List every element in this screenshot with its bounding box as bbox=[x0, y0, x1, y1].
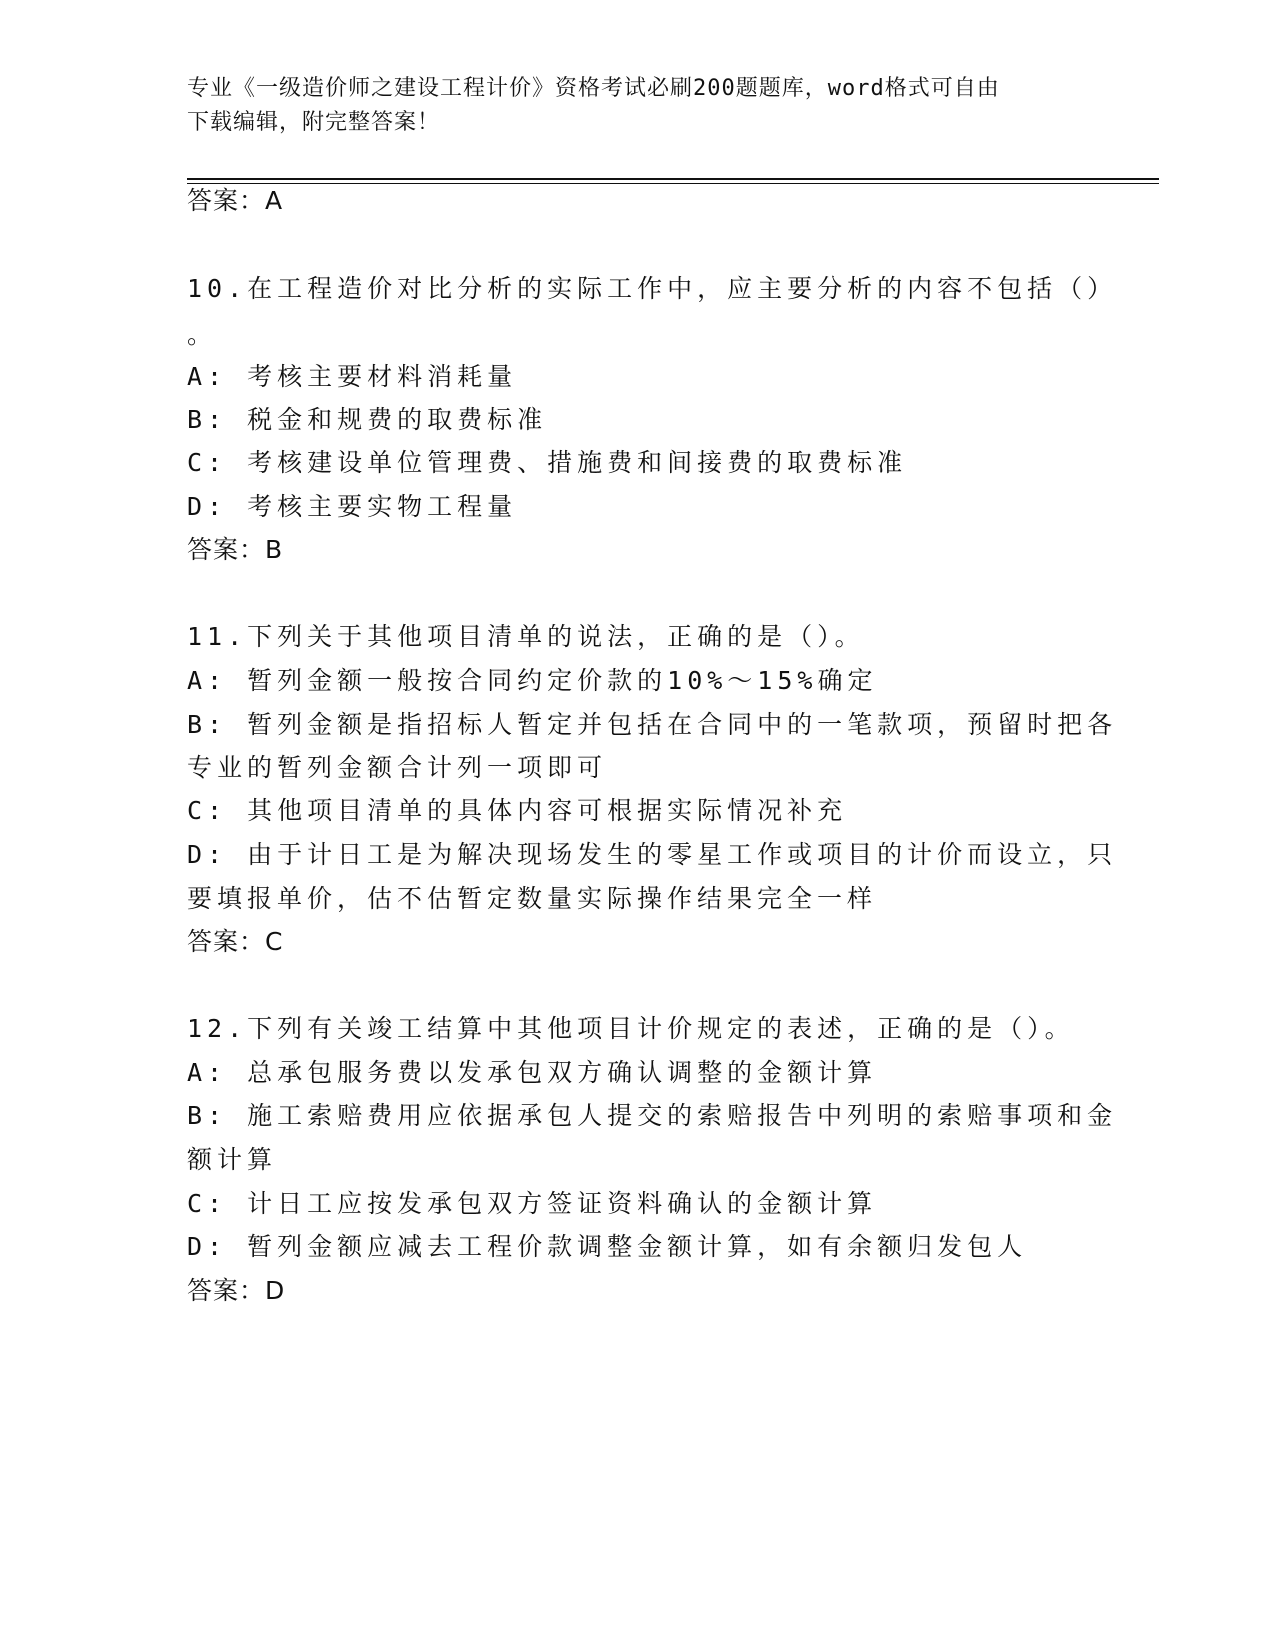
question-11-stem: 11.下列关于其他项目清单的说法，正确的是（）。 bbox=[187, 622, 865, 651]
question-10-option-c: C: 考核建设单位管理费、措施费和间接费的取费标准 bbox=[187, 448, 908, 477]
question-12-option-a: A: 总承包服务费以发承包双方确认调整的金额计算 bbox=[187, 1058, 878, 1087]
question-10-option-d: D: 考核主要实物工程量 bbox=[187, 492, 518, 521]
question-11-option-d-cont: 要填报单价，估不估暂定数量实际操作结果完全一样 bbox=[187, 884, 878, 913]
page-header bbox=[187, 72, 1087, 140]
header-line-1: 专业《一级造价师之建设工程计价》资格考试必刷200题题库，word格式可自由 bbox=[187, 76, 1000, 101]
answer-12: 答案：D bbox=[187, 1276, 286, 1305]
question-12-option-b-cont: 额计算 bbox=[187, 1145, 278, 1174]
answer-11: 答案：C bbox=[187, 927, 284, 956]
question-11-option-b: B: 暂列金额是指招标人暂定并包括在合同中的一笔款项，预留时把各 bbox=[187, 710, 1118, 739]
question-10-option-a: A: 考核主要材料消耗量 bbox=[187, 362, 518, 391]
question-11-option-b-cont: 专业的暂列金额合计列一项即可 bbox=[187, 753, 608, 782]
question-10-stem: 10.在工程造价对比分析的实际工作中，应主要分析的内容不包括（） bbox=[187, 274, 1118, 303]
answer-10: 答案：B bbox=[187, 535, 284, 564]
header-line-2: 下载编辑，附完整答案！ bbox=[187, 110, 441, 135]
header-divider-thick bbox=[187, 178, 1159, 180]
question-10-option-b: B: 税金和规费的取费标准 bbox=[187, 405, 548, 434]
answer-9: 答案：A bbox=[187, 186, 284, 215]
question-12-option-d: D: 暂列金额应减去工程价款调整金额计算，如有余额归发包人 bbox=[187, 1232, 1028, 1261]
question-12-option-b: B: 施工索赔费用应依据承包人提交的索赔报告中列明的索赔事项和金 bbox=[187, 1101, 1118, 1130]
question-12-option-c: C: 计日工应按发承包双方签证资料确认的金额计算 bbox=[187, 1189, 878, 1218]
question-12-stem: 12.下列有关竣工结算中其他项目计价规定的表述，正确的是（）。 bbox=[187, 1014, 1075, 1043]
question-10-stem-cont: 。 bbox=[187, 320, 218, 349]
question-11-option-d: D: 由于计日工是为解决现场发生的零星工作或项目的计价而设立，只 bbox=[187, 840, 1118, 869]
header-divider-thin bbox=[187, 183, 1159, 184]
question-11-option-a: A: 暂列金额一般按合同约定价款的10%～15%确定 bbox=[187, 666, 878, 695]
question-11-option-c: C: 其他项目清单的具体内容可根据实际情况补充 bbox=[187, 796, 848, 825]
